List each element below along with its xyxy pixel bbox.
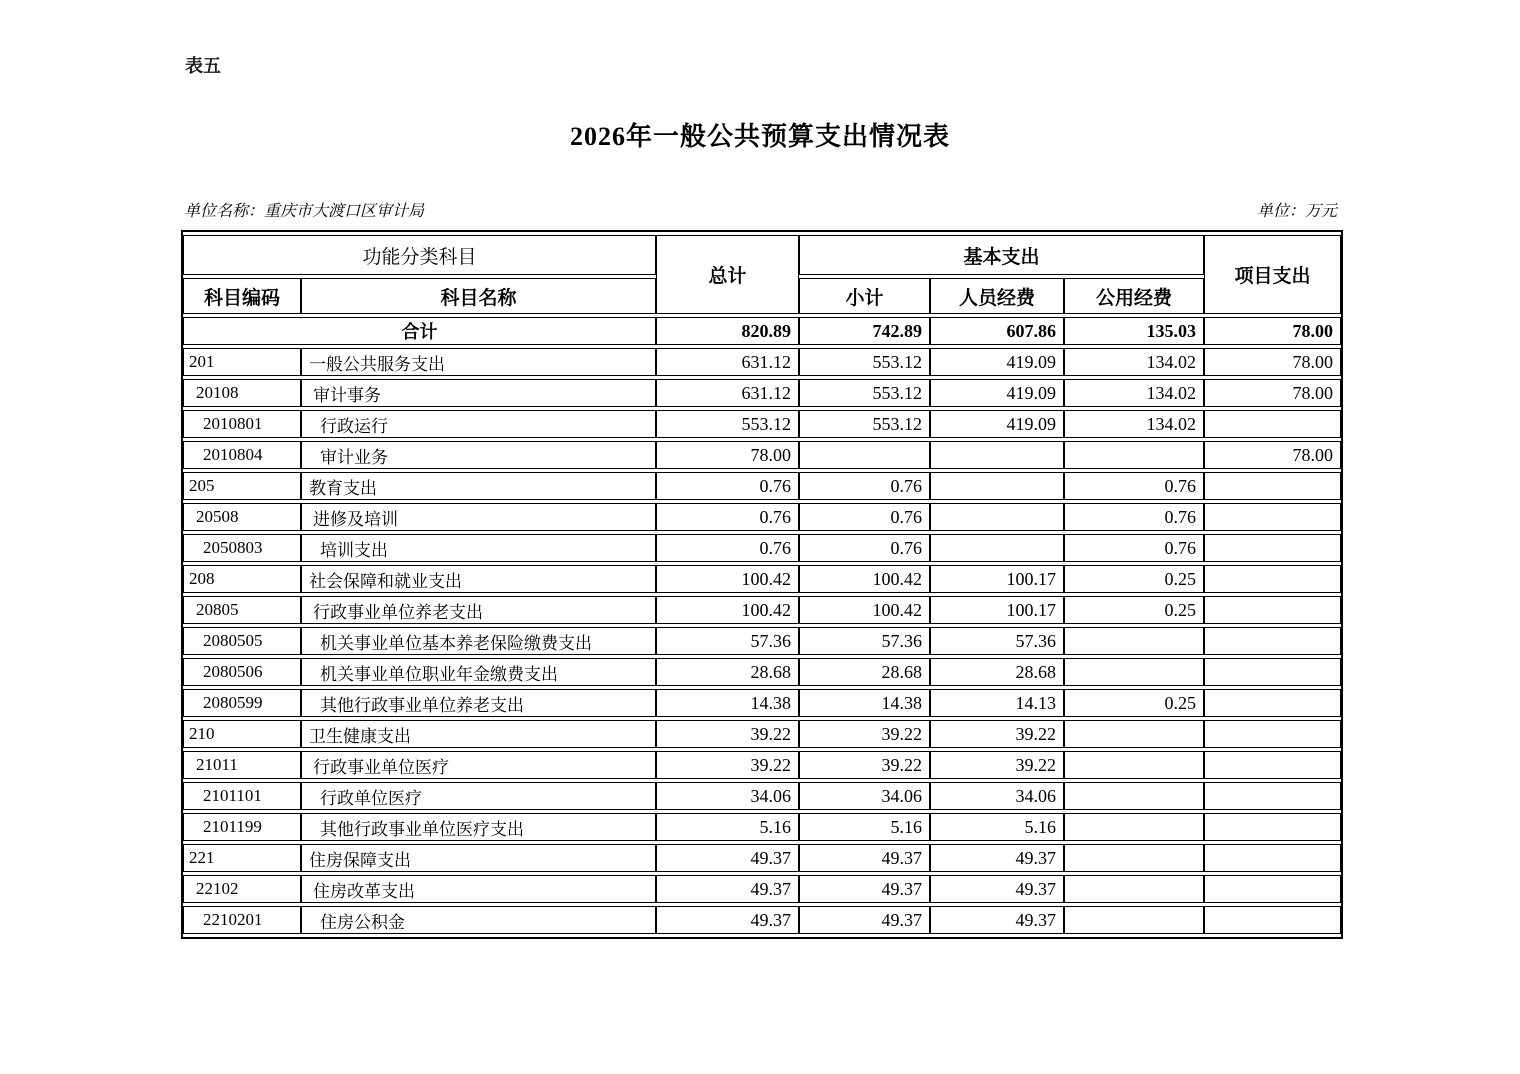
grand-total-personnel: 607.86 — [930, 317, 1064, 345]
cell-project — [1204, 596, 1341, 624]
table-row — [183, 472, 1341, 500]
cell-total: 49.37 — [656, 875, 799, 903]
cell-subtotal: 553.12 — [799, 410, 930, 438]
cell-subject-code: 2101101 — [183, 782, 301, 810]
cell-public-funds: 0.25 — [1064, 596, 1204, 624]
table-row — [183, 627, 1341, 655]
cell-personnel-funds — [930, 503, 1064, 531]
header-subtotal: 小计 — [799, 278, 930, 314]
cell-total: 553.12 — [656, 410, 799, 438]
cell-subject-name: 一般公共服务支出 — [301, 348, 656, 376]
table-row — [183, 348, 1341, 376]
cell-subtotal — [799, 441, 930, 469]
cell-total: 5.16 — [656, 813, 799, 841]
cell-public-funds: 0.25 — [1064, 689, 1204, 717]
cell-subtotal: 553.12 — [799, 379, 930, 407]
cell-public-funds — [1064, 906, 1204, 934]
cell-project — [1204, 658, 1341, 686]
cell-personnel-funds: 419.09 — [930, 410, 1064, 438]
table-row — [183, 689, 1341, 717]
cell-total: 39.22 — [656, 751, 799, 779]
cell-personnel-funds — [930, 534, 1064, 562]
table-row — [183, 441, 1341, 469]
cell-subject-code: 2080505 — [183, 627, 301, 655]
cell-project — [1204, 472, 1341, 500]
cell-subtotal: 553.12 — [799, 348, 930, 376]
header-basic-expenditure: 基本支出 — [799, 235, 1204, 275]
cell-subject-code: 20805 — [183, 596, 301, 624]
cell-total: 100.42 — [656, 596, 799, 624]
cell-public-funds: 134.02 — [1064, 379, 1204, 407]
header-public-funds: 公用经费 — [1064, 278, 1204, 314]
table-row — [183, 596, 1341, 624]
currency-unit-label: 单位：万元 — [1256, 203, 1337, 220]
cell-subject-code: 210 — [183, 720, 301, 748]
cell-personnel-funds: 49.37 — [930, 906, 1064, 934]
cell-personnel-funds: 39.22 — [930, 720, 1064, 748]
cell-total: 0.76 — [656, 472, 799, 500]
cell-subject-code: 2101199 — [183, 813, 301, 841]
cell-subject-name: 教育支出 — [301, 472, 656, 500]
cell-subject-code: 20508 — [183, 503, 301, 531]
table-row — [183, 503, 1341, 531]
cell-subject-name: 住房保障支出 — [301, 844, 656, 872]
cell-public-funds: 134.02 — [1064, 410, 1204, 438]
unit-name-label: 单位名称：重庆市大渡口区审计局 — [184, 203, 425, 220]
cell-subtotal: 100.42 — [799, 596, 930, 624]
cell-subtotal: 14.38 — [799, 689, 930, 717]
cell-subject-name: 其他行政事业单位养老支出 — [301, 689, 656, 717]
cell-public-funds: 0.76 — [1064, 503, 1204, 531]
cell-public-funds — [1064, 751, 1204, 779]
cell-project — [1204, 813, 1341, 841]
cell-subtotal: 28.68 — [799, 658, 930, 686]
table-body — [183, 317, 1341, 934]
cell-subtotal: 39.22 — [799, 751, 930, 779]
cell-subtotal: 49.37 — [799, 875, 930, 903]
cell-personnel-funds: 49.37 — [930, 844, 1064, 872]
cell-subject-name: 机关事业单位基本养老保险缴费支出 — [301, 627, 656, 655]
cell-public-funds: 0.76 — [1064, 534, 1204, 562]
cell-subtotal: 0.76 — [799, 534, 930, 562]
table-row — [183, 410, 1341, 438]
cell-project — [1204, 844, 1341, 872]
cell-subject-code: 22102 — [183, 875, 301, 903]
cell-project — [1204, 906, 1341, 934]
cell-subtotal: 0.76 — [799, 503, 930, 531]
unit-info-row — [184, 198, 1337, 221]
cell-subject-name: 行政单位医疗 — [301, 782, 656, 810]
cell-personnel-funds — [930, 441, 1064, 469]
cell-subject-code: 2210201 — [183, 906, 301, 934]
cell-project — [1204, 689, 1341, 717]
cell-subject-code: 205 — [183, 472, 301, 500]
table-row — [183, 813, 1341, 841]
cell-project — [1204, 534, 1341, 562]
cell-subject-name: 行政事业单位养老支出 — [301, 596, 656, 624]
cell-subtotal: 49.37 — [799, 906, 930, 934]
grand-total-total: 820.89 — [656, 317, 799, 345]
table-number-label: 表五 — [185, 56, 221, 76]
cell-total: 631.12 — [656, 348, 799, 376]
cell-public-funds: 0.76 — [1064, 472, 1204, 500]
table-row — [183, 875, 1341, 903]
cell-project: 78.00 — [1204, 348, 1341, 376]
table-row — [183, 534, 1341, 562]
cell-public-funds — [1064, 844, 1204, 872]
header-function-category: 功能分类科目 — [183, 235, 656, 275]
cell-project — [1204, 720, 1341, 748]
cell-public-funds — [1064, 813, 1204, 841]
cell-subject-name: 卫生健康支出 — [301, 720, 656, 748]
cell-subject-name: 其他行政事业单位医疗支出 — [301, 813, 656, 841]
header-row-1 — [183, 235, 1341, 275]
cell-personnel-funds: 49.37 — [930, 875, 1064, 903]
cell-project: 78.00 — [1204, 441, 1341, 469]
cell-subtotal: 5.16 — [799, 813, 930, 841]
table-row — [183, 782, 1341, 810]
cell-personnel-funds: 28.68 — [930, 658, 1064, 686]
cell-personnel-funds: 419.09 — [930, 379, 1064, 407]
header-subject-code: 科目编码 — [183, 278, 301, 314]
cell-total: 78.00 — [656, 441, 799, 469]
cell-total: 100.42 — [656, 565, 799, 593]
cell-total: 0.76 — [656, 503, 799, 531]
cell-public-funds — [1064, 627, 1204, 655]
cell-public-funds: 0.25 — [1064, 565, 1204, 593]
cell-subject-name: 机关事业单位职业年金缴费支出 — [301, 658, 656, 686]
table-row — [183, 720, 1341, 748]
cell-total: 34.06 — [656, 782, 799, 810]
cell-total: 49.37 — [656, 844, 799, 872]
cell-public-funds: 134.02 — [1064, 348, 1204, 376]
cell-subject-code: 221 — [183, 844, 301, 872]
cell-personnel-funds: 14.13 — [930, 689, 1064, 717]
cell-subject-code: 2010804 — [183, 441, 301, 469]
cell-personnel-funds: 5.16 — [930, 813, 1064, 841]
cell-subject-code: 20108 — [183, 379, 301, 407]
header-personnel-funds: 人员经费 — [930, 278, 1064, 314]
cell-subject-code: 21011 — [183, 751, 301, 779]
cell-personnel-funds: 57.36 — [930, 627, 1064, 655]
cell-subject-name: 社会保障和就业支出 — [301, 565, 656, 593]
cell-total: 0.76 — [656, 534, 799, 562]
cell-subject-name: 住房改革支出 — [301, 875, 656, 903]
cell-subject-name: 审计事务 — [301, 379, 656, 407]
cell-public-funds — [1064, 720, 1204, 748]
cell-project — [1204, 503, 1341, 531]
cell-project — [1204, 627, 1341, 655]
cell-subject-code: 2050803 — [183, 534, 301, 562]
cell-subject-code: 2080599 — [183, 689, 301, 717]
cell-total: 57.36 — [656, 627, 799, 655]
cell-subject-code: 208 — [183, 565, 301, 593]
cell-project — [1204, 410, 1341, 438]
grand-total-row — [183, 317, 1341, 345]
table-header — [183, 235, 1341, 314]
cell-subject-name: 审计业务 — [301, 441, 656, 469]
cell-subtotal: 100.42 — [799, 565, 930, 593]
cell-subtotal: 49.37 — [799, 844, 930, 872]
cell-subject-name: 住房公积金 — [301, 906, 656, 934]
cell-project — [1204, 782, 1341, 810]
cell-total: 28.68 — [656, 658, 799, 686]
cell-total: 49.37 — [656, 906, 799, 934]
cell-personnel-funds: 39.22 — [930, 751, 1064, 779]
header-project-expenditure: 项目支出 — [1204, 235, 1341, 314]
cell-subtotal: 39.22 — [799, 720, 930, 748]
cell-subject-code: 2080506 — [183, 658, 301, 686]
header-subject-name: 科目名称 — [301, 278, 656, 314]
cell-personnel-funds: 419.09 — [930, 348, 1064, 376]
table-row — [183, 658, 1341, 686]
table-row — [183, 844, 1341, 872]
cell-subject-name: 进修及培训 — [301, 503, 656, 531]
cell-public-funds — [1064, 875, 1204, 903]
cell-personnel-funds — [930, 472, 1064, 500]
table-row — [183, 906, 1341, 934]
cell-subject-code: 2010801 — [183, 410, 301, 438]
cell-subject-name: 行政运行 — [301, 410, 656, 438]
cell-total: 631.12 — [656, 379, 799, 407]
budget-table — [181, 230, 1343, 939]
grand-total-label: 合计 — [183, 317, 656, 345]
cell-subject-name: 培训支出 — [301, 534, 656, 562]
cell-subject-code: 201 — [183, 348, 301, 376]
cell-public-funds — [1064, 658, 1204, 686]
grand-total-subtotal: 742.89 — [799, 317, 930, 345]
table-row — [183, 751, 1341, 779]
cell-project — [1204, 565, 1341, 593]
cell-total: 14.38 — [656, 689, 799, 717]
cell-project: 78.00 — [1204, 379, 1341, 407]
cell-project — [1204, 751, 1341, 779]
grand-total-public: 135.03 — [1064, 317, 1204, 345]
cell-subtotal: 57.36 — [799, 627, 930, 655]
table-row — [183, 565, 1341, 593]
page-title: 2026年一般公共预算支出情况表 — [569, 122, 950, 151]
cell-total: 39.22 — [656, 720, 799, 748]
cell-public-funds — [1064, 441, 1204, 469]
cell-personnel-funds: 34.06 — [930, 782, 1064, 810]
cell-subject-name: 行政事业单位医疗 — [301, 751, 656, 779]
cell-subtotal: 34.06 — [799, 782, 930, 810]
header-total: 总计 — [656, 235, 799, 314]
cell-personnel-funds: 100.17 — [930, 565, 1064, 593]
cell-project — [1204, 875, 1341, 903]
cell-public-funds — [1064, 782, 1204, 810]
cell-subtotal: 0.76 — [799, 472, 930, 500]
grand-total-project: 78.00 — [1204, 317, 1341, 345]
cell-personnel-funds: 100.17 — [930, 596, 1064, 624]
table-row — [183, 379, 1341, 407]
